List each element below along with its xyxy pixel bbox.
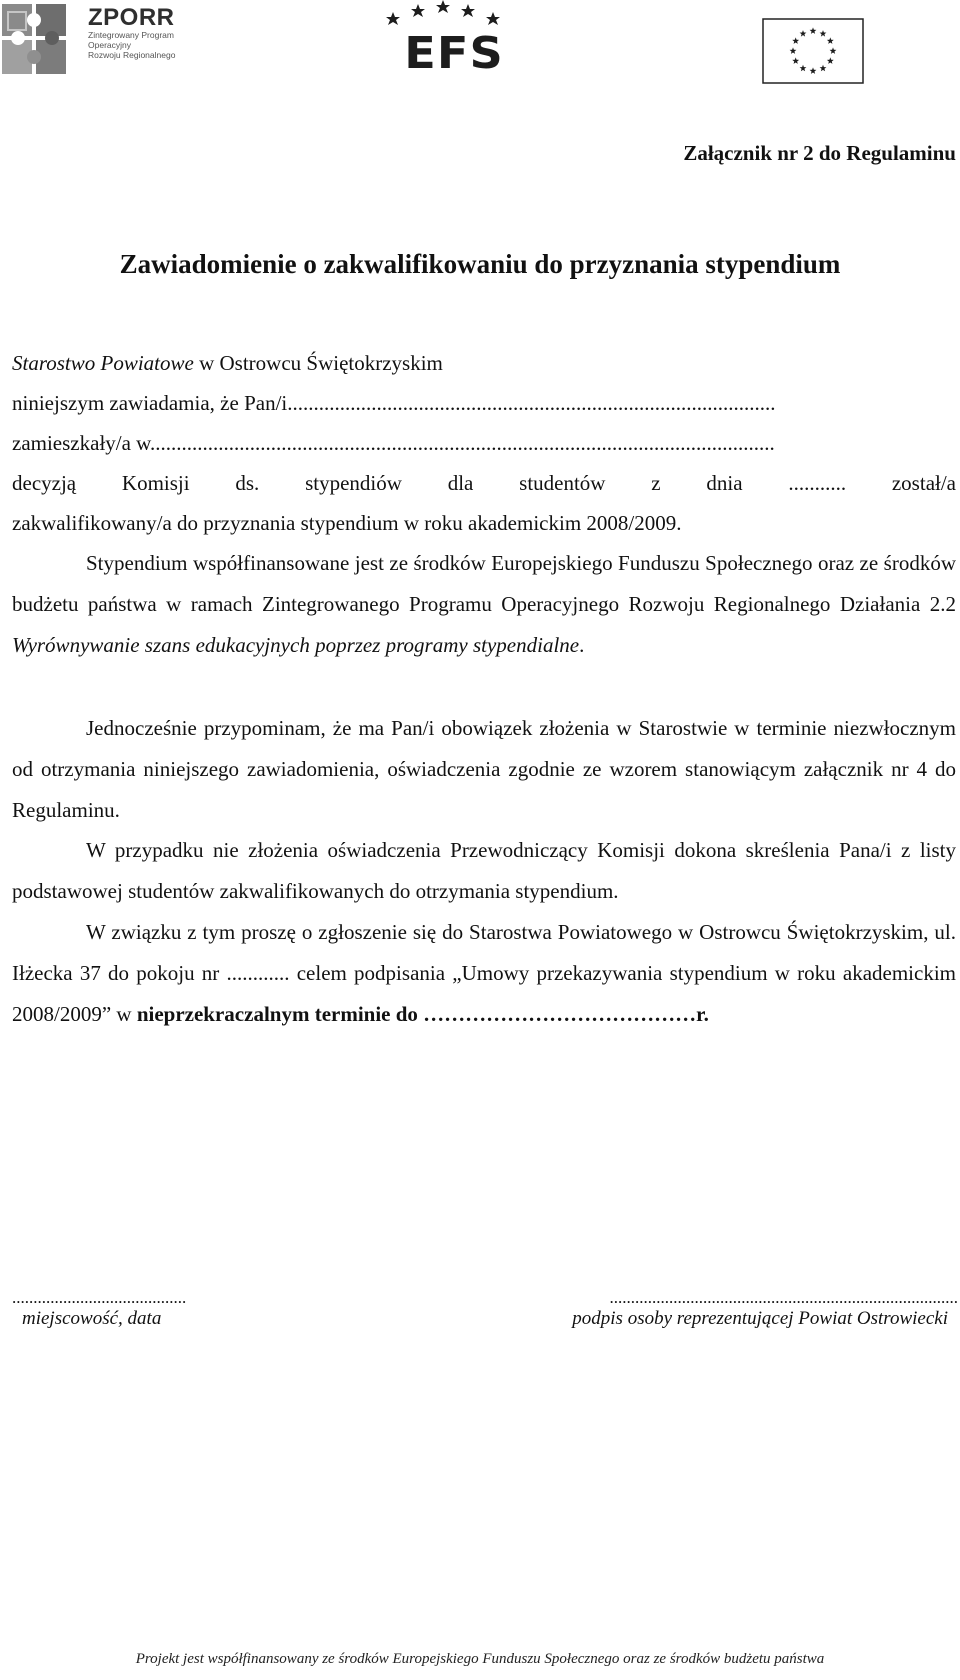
appointment-text: W związku z tym proszę o zgłoszenie się do Starostwa Powiatowego w Ostrowcu Świętokrzyskim, ul. Iłżecka 37 do pokoju nr ............ celem podpisania „Umowy przekazywania stypendium w roku akademickim 2008/2009” w (12, 920, 956, 1026)
footer-note: Projekt jest współfinansowany ze środków Europejskiego Funduszu Społecznego oraz ze środków budżetu państwa (135, 1651, 825, 1667)
place-date-label: miejscowość, data (22, 1308, 162, 1329)
address-line: zamieszkały/a w....................................................................................................................... (12, 431, 775, 455)
signature-field: .................................................................................. (609, 1288, 958, 1307)
efs-name: EFS (404, 28, 504, 79)
reminder-paragraph: Jednocześnie przypominam, że ma Pan/i obowiązek złożenia w Starostwie w terminie niezwłocznym od otrzymania niniejszego zawiadomienia, oświadczenia zgodnie ze wzorem stanowiącym załącznik nr 4 do Regulaminu. (12, 716, 956, 822)
zporr-subtitle-line: Operacyjny (88, 40, 131, 50)
office-name: Starostwo Powiatowe (12, 351, 194, 375)
decision-line: decyzją Komisji ds. stypendiów dla studentów z dnia ........... został/a (12, 471, 956, 495)
zporr-name: ZPORR (88, 4, 175, 31)
zporr-subtitle (88, 30, 188, 60)
eu-flag-logo (762, 18, 864, 82)
zporr-puzzle-icon (0, 2, 72, 78)
annex-label: Załącznik nr 2 do Regulaminu (683, 141, 956, 165)
program-name: Wyrównywanie szans edukacyjnych poprzez programy stypendialne (12, 633, 580, 657)
body-line (12, 343, 956, 384)
page-title: Zawiadomienie o zakwalifikowaniu do przyznania stypendium (119, 249, 841, 279)
signature-label: podpis osoby reprezentującej Powiat Ostrowiecki (572, 1308, 948, 1329)
zporr-subtitle-line: Zintegrowany Program (88, 30, 174, 40)
recipient-line: niniejszym zawiadamia, że Pan/i............................................................................................. (12, 391, 776, 415)
funding-text: Stypendium współfinansowane jest ze środków Europejskiego Funduszu Społecznego oraz ze środków budżetu państwa w ramach Zintegrowanego Programu Operacyjnego Rozwoju Regionalnego Działania 2.2 (12, 551, 956, 616)
efs-logo (385, 0, 525, 84)
zporr-logo (0, 0, 190, 80)
efs-stars-icon (385, 0, 525, 30)
qualification-line: zakwalifikowany/a do przyznania stypendium w roku akademickim 2008/2009. (12, 511, 682, 535)
funding-end: . (579, 633, 585, 657)
deadline-text: nieprzekraczalnym terminie do …………………………………r. (136, 1002, 709, 1026)
funding-paragraph (12, 543, 956, 666)
place-date-field: ......................................... (12, 1288, 187, 1307)
zporr-subtitle-line: Rozwoju Regionalnego (88, 50, 176, 60)
office-location: w Ostrowcu Świętokrzyskim (193, 351, 443, 375)
eu-stars-icon (762, 18, 864, 84)
appointment-paragraph (12, 912, 956, 1035)
removal-paragraph: W przypadku nie złożenia oświadczenia Przewodniczący Komisji dokona skreślenia Pana/i z listy podstawowej studentów zakwalifikowanych do otrzymania stypendium. (12, 838, 956, 903)
